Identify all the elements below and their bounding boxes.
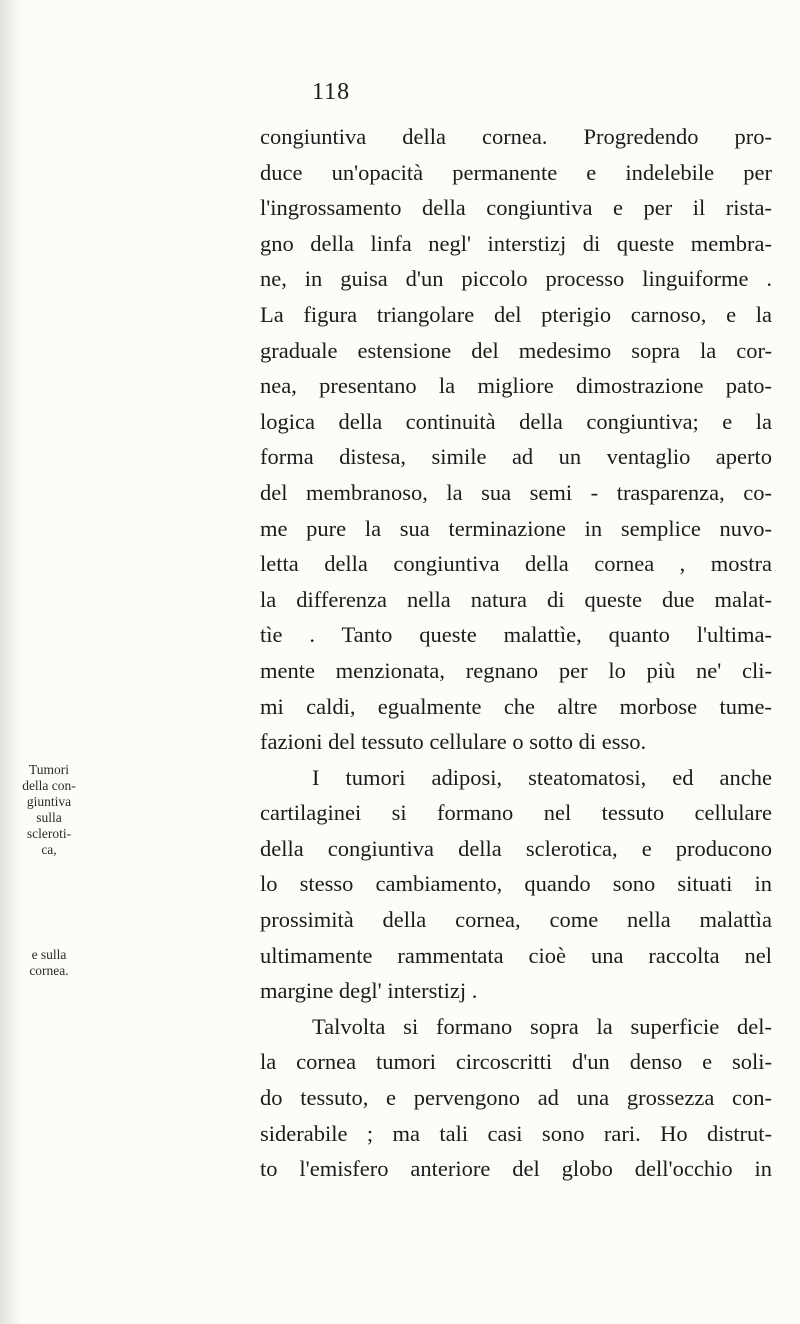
text-line: logica della continuità della congiuntiva; e la xyxy=(260,408,772,434)
text-line: tìe . Tanto queste malattìe, quanto l'ultima- xyxy=(260,622,772,648)
text-line: mi caldi, egualmente che altre morbose tume- xyxy=(260,693,772,719)
text-line: la differenza nella natura di queste due malat- xyxy=(260,586,772,612)
margin-note-line: e sulla xyxy=(31,947,67,962)
text-line: me pure la sua terminazione in semplice nuvo- xyxy=(260,515,772,541)
text-line: della congiuntiva della sclerotica, e producono xyxy=(260,835,772,861)
paragraph-start-line: I tumori adiposi, steatomatosi, ed anche xyxy=(312,764,772,790)
text-line: letta della congiuntiva della cornea , mostra xyxy=(260,551,772,577)
text-line: nea, presentano la migliore dimostrazione pato- xyxy=(260,373,772,399)
margin-note-line: scleroti- xyxy=(26,826,72,841)
margin-note-line: sulla xyxy=(36,810,62,825)
text-line: congiuntiva della cornea. Progredendo pro- xyxy=(260,124,772,149)
margin-note-line: Tumori xyxy=(28,762,70,777)
text-line: do tessuto, e pervengono ad una grossezza con- xyxy=(260,1085,772,1111)
text-line: cartilaginei si formano nel tessuto cellulare xyxy=(260,800,772,826)
text-line: duce un'opacità permanente e indelebile per xyxy=(260,159,772,185)
text-line: margine degl' interstizj . xyxy=(260,978,478,1004)
text-line: lo stesso cambiamento, quando sono situati in xyxy=(260,871,772,897)
margin-note-line: giuntiva xyxy=(26,794,72,809)
text-line: l'ingrossamento della congiuntiva e per il rista- xyxy=(260,195,772,221)
text-line: forma distesa, simile ad un ventaglio aperto xyxy=(260,444,772,470)
body-text xyxy=(260,119,772,1187)
text-line: la cornea tumori circoscritti d'un denso e soli- xyxy=(260,1049,772,1075)
text-line: siderabile ; ma tali casi sono rari. Ho distrut- xyxy=(260,1120,772,1146)
text-line: ne, in guisa d'un piccolo processo linguiforme . xyxy=(260,266,772,292)
margin-note-line: ca, xyxy=(41,842,57,857)
page-number: 118 xyxy=(312,79,351,105)
margin-note-tumori-congiuntiva xyxy=(12,762,86,858)
text-line: del membranoso, la sua semi - trasparenza, co- xyxy=(260,479,772,505)
text-line: ultimamente rammentata cioè una raccolta nel xyxy=(260,942,772,968)
text-line: fazioni del tessuto cellulare o sotto di esso. xyxy=(260,729,647,755)
text-line: mente menzionata, regnano per lo più ne' cli- xyxy=(260,657,772,683)
binding-shadow xyxy=(0,0,22,1324)
text-line: gno della linfa negl' interstizj di queste membra- xyxy=(260,230,772,256)
text-line: to l'emisfero anteriore del globo dell'occhio in xyxy=(260,1156,772,1182)
margin-note-sulla-cornea xyxy=(12,947,86,979)
text-line: prossimità della cornea, come nella malattìa xyxy=(260,907,772,933)
margin-note-line: della con- xyxy=(22,778,76,793)
margin-note-line: cornea. xyxy=(29,963,69,978)
paragraph-start-line: Talvolta si formano sopra la superficie del- xyxy=(312,1013,772,1039)
text-line: La figura triangolare del pterigio carnoso, e la xyxy=(260,301,772,327)
text-line: graduale estensione del medesimo sopra la cor- xyxy=(260,337,772,363)
